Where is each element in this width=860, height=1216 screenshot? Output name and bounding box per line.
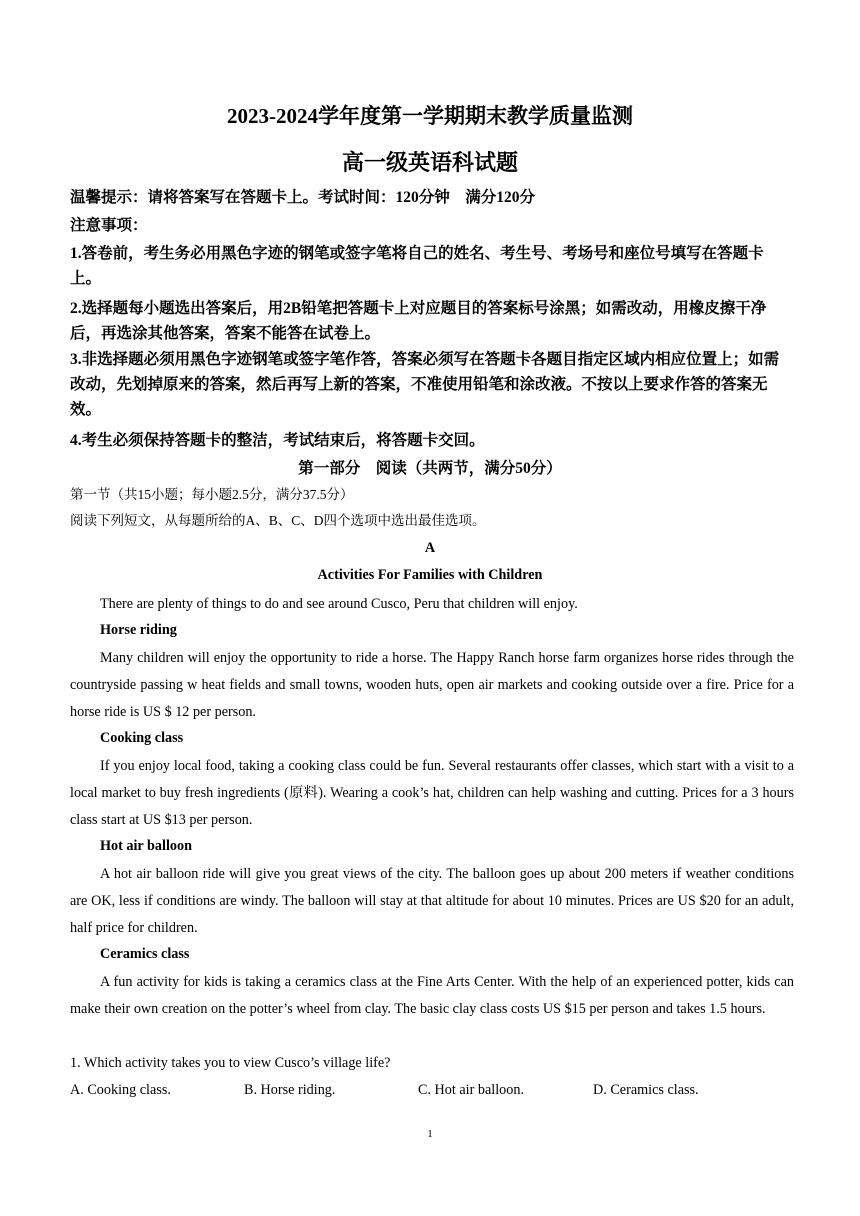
section-heading-ceramics-class: Ceramics class bbox=[100, 946, 190, 962]
notice-item-1: 1.答卷前，考生务必用黑色字迹的钢笔或签字笔将自己的姓名、考生号、考场号和座位号填写在答题卡上。 bbox=[70, 245, 764, 287]
passage-letter: A bbox=[424, 540, 436, 556]
paragraph-hot-air-balloon: A hot air balloon ride will give you great views of the city. The balloon goes up about 200 meters if weather conditions are OK, less if conditions are windy. The balloon will stay at that altitude for about 10 minutes. Prices are US $20 for an adult, half price for children. bbox=[70, 866, 794, 936]
paragraph-ceramics-class: A fun activity for kids is taking a ceramics class at the Fine Arts Center. With the help of an experienced potter, kids can make their own creation on the potter’s wheel from clay. The basic clay class costs US $15 per person and takes 1.5 hours. bbox=[70, 974, 794, 1017]
question-1-option-b: B. Horse riding. bbox=[244, 1082, 336, 1098]
page-number: 1 bbox=[427, 1128, 433, 1140]
notice-item-2: 2.选择题每小题选出答案后，用2B铅笔把答题卡上对应题目的答案标号涂黑；如需改动，用橡皮擦干净后，再选涂其他答案，答案不能答在试卷上。 bbox=[70, 300, 767, 342]
passage-title: Activities For Families with Children bbox=[317, 567, 543, 583]
paragraph-horse-riding: Many children will enjoy the opportunity to ride a horse. The Happy Ranch horse farm organizes horse rides through the countryside passing w heat fields and small towns, wooden huts, open air markets and cooking outside over a fire. Price for a horse ride is US $ 12 per person. bbox=[70, 650, 794, 720]
section-heading-cooking-class: Cooking class bbox=[100, 730, 184, 746]
exam-subtitle: 高一级英语科试题 bbox=[341, 150, 518, 175]
notice-heading: 注意事项： bbox=[70, 217, 148, 234]
question-1-stem: 1. Which activity takes you to view Cusco’s village life? bbox=[70, 1055, 391, 1071]
notice-tip: 温馨提示：请将答案写在答题卡上。考试时间：120分钟 满分120分 bbox=[70, 189, 536, 206]
section1-info: 第一节（共15小题；每小题2.5分，满分37.5分） bbox=[70, 487, 354, 502]
section-heading-horse-riding: Horse riding bbox=[100, 622, 177, 638]
section1-instruction: 阅读下列短文，从每题所给的A、B、C、D四个选项中选出最佳选项。 bbox=[70, 513, 486, 528]
notice-item-4: 4.考生必须保持答题卡的整洁，考试结束后，将答题卡交回。 bbox=[70, 432, 485, 449]
passage-intro: There are plenty of things to do and see around Cusco, Peru that children will enjoy. bbox=[100, 596, 578, 612]
question-1-option-d: D. Ceramics class. bbox=[593, 1082, 699, 1098]
exam-title: 2023-2024学年度第一学期期末教学质量监测 bbox=[227, 104, 633, 128]
question-1-option-c: C. Hot air balloon. bbox=[418, 1082, 524, 1098]
section-heading-hot-air-balloon: Hot air balloon bbox=[100, 838, 192, 854]
question-1-option-a: A. Cooking class. bbox=[70, 1082, 171, 1098]
notice-item-3: 3.非选择题必须用黑色字迹钢笔或签字笔作答，答案必须写在答题卡各题目指定区域内相应位置上；如需改动，先划掉原来的答案，然后再写上新的答案，不准使用铅笔和涂改液。不按以上要求作答的答案无效。 bbox=[70, 351, 780, 418]
part1-title: 第一部分 阅读（共两节，满分50分） bbox=[298, 460, 562, 477]
paragraph-cooking-class: If you enjoy local food, taking a cooking class could be fun. Several restaurants offer classes, which start with a visit to a local market to buy fresh ingredients (原料). Wearing a cook’s hat, children can help washing and cutting. Prices for a 3 hours class start at US $13 per person. bbox=[70, 758, 794, 828]
